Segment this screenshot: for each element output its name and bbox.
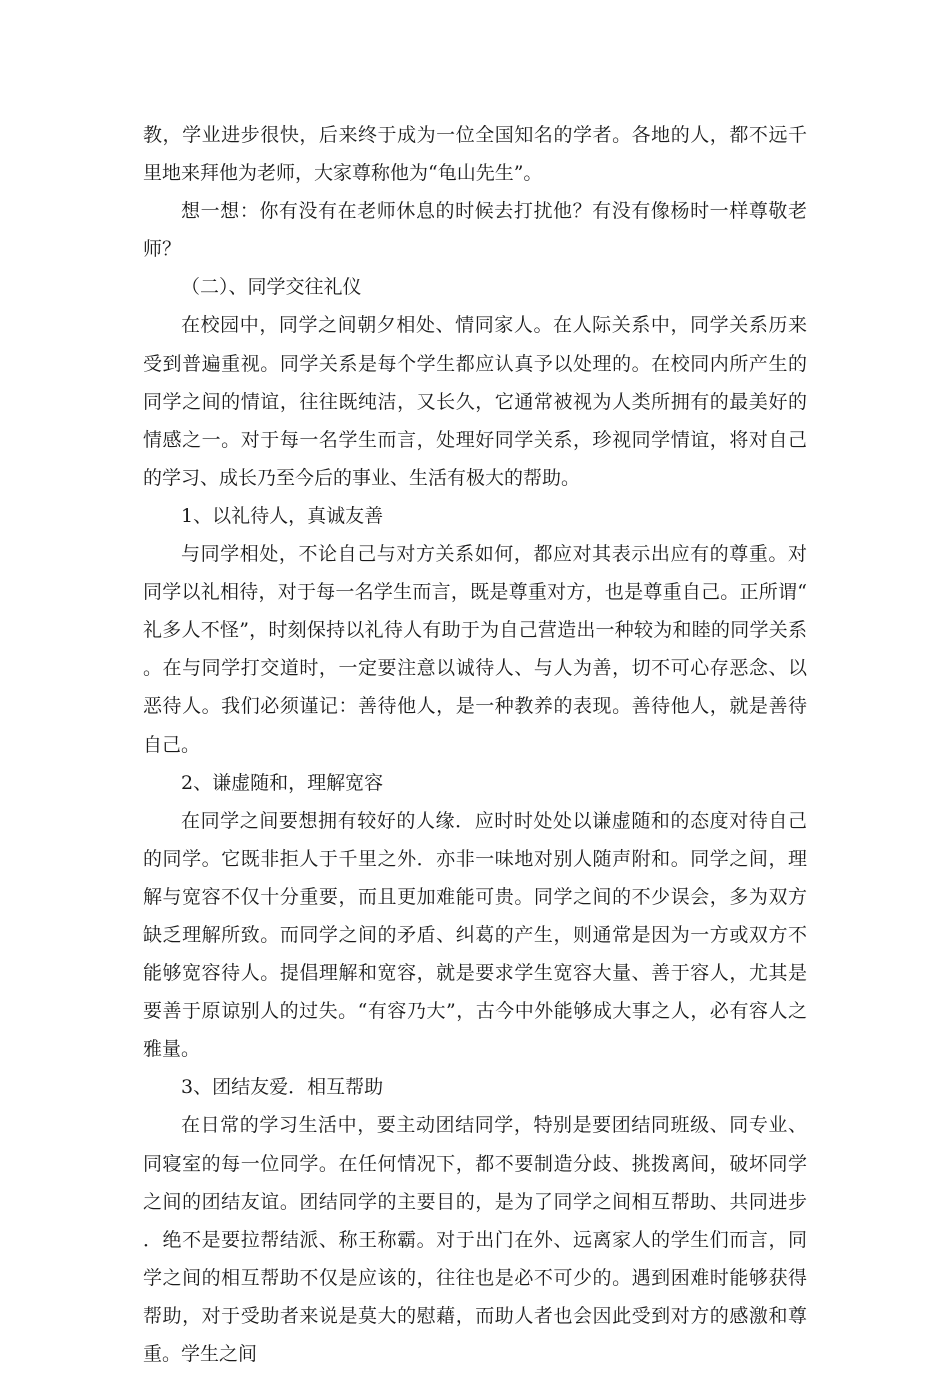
paragraph-courtesy: 与同学相处，不论自己与对方关系如何，都应对其表示出应有的尊重。对同学以礼相待，对于每一名学生而言，既是尊重对方，也是尊重自己。正所谓“礼多人不怪”，时刻保持以礼待人有助于为自己营造出一种较为和睦的同学关系。在与同学打交道时，一定要注意以诚待人、与人为善，切不可心存恶念、以恶待人。我们必须谨记：善待他人，是一种教养的表现。善待他人，就是善待自己。 — [143, 543, 807, 756]
section-heading-classmate-etiquette: （二）、同学交往礼仪 — [181, 276, 362, 299]
subheading-courtesy: 1、以礼待人，真诚友善 — [181, 504, 384, 527]
paragraph-modesty: 在同学之间要想拥有较好的人缘．应时时处处以谦虚随和的态度对待自己的同学。它既非拒人于千里之外．亦非一味地对别人随声附和。同学之间，理解与宽容不仅十分重要，而且更加难能可贵。同学之间的不少误会，多为双方缺乏理解所致。而同学之间的矛盾、纠葛的产生，则通常是因为一方或双方不能够宽容待人。提倡理解和宽容，就是要求学生宽容大量、善于容人，尤其是要善于原谅别人的过失。“有容乃大”，古今中外能够成大事之人，必有容人之雅量。 — [143, 809, 807, 1061]
subheading-unity: 3、团结友爱．相互帮助 — [181, 1076, 384, 1099]
paragraph-unity: 在日常的学习生活中，要主动团结同学，特别是要团结同班级、同专业、同寝室的每一位同学。在任何情况下，都不要制造分歧、挑拨离间，破坏同学之间的团结友谊。团结同学的主要目的，是为了同学之间相互帮助、共同进步．绝不是要拉帮结派、称王称霸。对于出门在外、远离家人的学生们而言，同学之间的相互帮助不仅是应该的，往往也是必不可少的。遇到困难时能够获得帮助，对于受助者来说是莫大的慰藉，而助人者也会因此受到对方的感激和尊重。学生之间 — [143, 1114, 807, 1365]
document-body — [143, 116, 807, 1373]
paragraph-continuation: 教，学业进步很快，后来终于成为一位全国知名的学者。各地的人，都不远千里地来拜他为老师，大家尊称他为“龟山先生”。 — [143, 124, 807, 185]
subheading-modesty: 2、谦虚随和，理解宽容 — [181, 771, 384, 794]
paragraph-classmate-relations: 在校园中，同学之间朝夕相处、情同家人。在人际关系中，同学关系历来受到普遍重视。同学关系是每个学生都应认真予以处理的。在校同内所产生的同学之间的情谊，往往既纯洁，又长久，它通常被视为人类所拥有的最美好的情感之一。对于每一名学生而言，处理好同学关系，珍视同学情谊，将对自己的学习、成长乃至今后的事业、生活有极大的帮助。 — [143, 314, 807, 489]
paragraph-think-question: 想一想：你有没有在老师休息的时候去打扰他？有没有像杨时一样尊敬老师？ — [143, 200, 807, 261]
